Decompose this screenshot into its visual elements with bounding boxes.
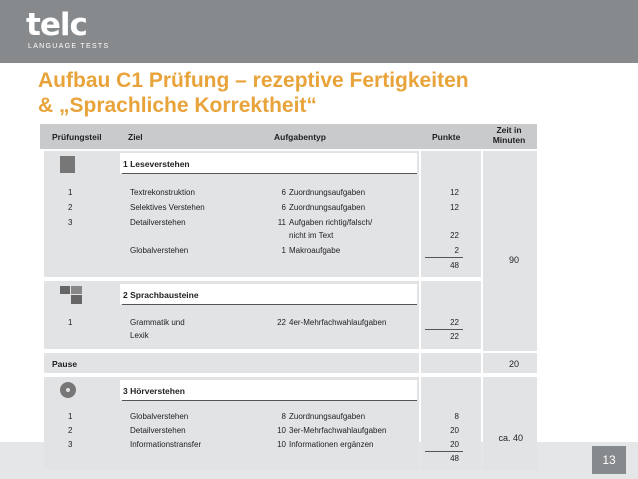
sprach-row-1-ziel-cont: Lexik bbox=[130, 331, 149, 340]
sum-line bbox=[425, 257, 463, 258]
lesen-row-4-punkte: 2 bbox=[454, 246, 459, 255]
telc-logo bbox=[26, 8, 109, 51]
hoeren-row-2-ziel: Detailverstehen bbox=[130, 426, 186, 435]
title-line-1: Aufbau C1 Prüfung – rezeptive Fertigkeiten bbox=[38, 69, 469, 92]
sprach-row-1-nr: 1 bbox=[68, 318, 73, 327]
lesen-row-3-punkte: 22 bbox=[450, 231, 459, 240]
lesen-label: 1 Leseverstehen bbox=[123, 159, 190, 169]
lesen-row-4-anzahl: 1 bbox=[281, 246, 286, 255]
zeit-lesen: 90 bbox=[508, 255, 519, 265]
divider bbox=[122, 304, 417, 305]
title-line-2: & „Sprachliche Korrektheit“ bbox=[38, 94, 317, 117]
header-pruefungsteil: Prüfungsteil bbox=[52, 132, 102, 142]
lesen-row-3-anzahl: 11 bbox=[277, 218, 286, 227]
lesen-row-1-typ: Zuordnungsaufgaben bbox=[289, 188, 366, 197]
exam-structure-table bbox=[40, 124, 537, 470]
lesen-row-4-ziel: Globalverstehen bbox=[130, 246, 189, 255]
lesen-row-3-typ: Aufgaben richtig/falsch/ bbox=[289, 218, 373, 227]
slide-title bbox=[38, 68, 469, 118]
hoeren-label: 3 Hörverstehen bbox=[123, 386, 185, 396]
lesen-row-1-anzahl: 6 bbox=[281, 188, 286, 197]
hoeren-row-3-ziel: Informationstransfer bbox=[130, 440, 202, 449]
lesen-row-2-punkte: 12 bbox=[450, 203, 459, 212]
lesen-punkte-box bbox=[421, 151, 481, 277]
sprach-row-1-typ: 4er-Mehrfachwahlaufgaben bbox=[289, 318, 387, 327]
lesen-row-3-nr: 3 bbox=[68, 218, 73, 227]
lesen-row-3-typ-cont: nicht im Text bbox=[289, 231, 334, 240]
lesen-row-1-punkte: 12 bbox=[450, 188, 459, 197]
hoeren-row-1-typ: Zuordnungsaufgaben bbox=[289, 412, 366, 421]
header-ziel: Ziel bbox=[128, 132, 143, 142]
cd-icon bbox=[60, 382, 76, 398]
hoeren-row-3-anzahl: 10 bbox=[277, 440, 286, 449]
sprach-row-1-ziel: Grammatik und bbox=[130, 318, 185, 327]
zeit-pause: 20 bbox=[508, 359, 519, 369]
hoeren-row-2-nr: 2 bbox=[68, 426, 73, 435]
sum-line bbox=[425, 329, 463, 330]
hoeren-total: 48 bbox=[450, 454, 459, 463]
header-zeit: Zeit in Minuten bbox=[492, 125, 526, 145]
lesen-row-2-typ: Zuordnungsaufgaben bbox=[289, 203, 366, 212]
zeit-box-lesen-sprach bbox=[483, 151, 537, 351]
pause-box bbox=[44, 353, 419, 373]
page-icon bbox=[60, 156, 75, 173]
hoeren-row-1-ziel: Globalverstehen bbox=[130, 412, 189, 421]
lesen-row-2-nr: 2 bbox=[68, 203, 73, 212]
divider bbox=[122, 173, 417, 174]
pause-punkte-box bbox=[421, 353, 481, 373]
hoeren-row-2-anzahl: 10 bbox=[277, 426, 286, 435]
hoeren-row-1-anzahl: 8 bbox=[281, 412, 286, 421]
lesen-row-4-typ: Makroaufgabe bbox=[289, 246, 341, 255]
lesen-row-2-anzahl: 6 bbox=[281, 203, 286, 212]
logo-wordmark: telc bbox=[26, 7, 87, 43]
sprach-label: 2 Sprachbausteine bbox=[123, 290, 199, 300]
pause-label: Pause bbox=[52, 359, 78, 369]
hoeren-row-2-punkte: 20 bbox=[450, 426, 459, 435]
sum-line bbox=[425, 451, 463, 452]
sprach-total: 22 bbox=[450, 332, 459, 341]
header-aufgabentyp: Aufgabentyp bbox=[274, 132, 326, 142]
lesen-row-1-ziel: Textrekonstruktion bbox=[130, 188, 195, 197]
logo-tagline: LANGUAGE TESTS bbox=[28, 43, 110, 50]
hoeren-row-3-punkte: 20 bbox=[450, 440, 459, 449]
lesen-total: 48 bbox=[450, 261, 459, 270]
hoeren-row-3-nr: 3 bbox=[68, 440, 73, 449]
hoeren-row-3-typ: Informationen ergänzen bbox=[289, 440, 374, 449]
hoeren-row-2-typ: 3er-Mehrfachwahlaufgaben bbox=[289, 426, 387, 435]
sprach-row-1-anzahl: 22 bbox=[277, 318, 286, 327]
page-number: 13 bbox=[592, 446, 626, 474]
lesen-row-3-ziel: Detailverstehen bbox=[130, 218, 186, 227]
lesen-row-2-ziel: Selektives Verstehen bbox=[130, 203, 205, 212]
lesen-row-1-nr: 1 bbox=[68, 188, 73, 197]
header-punkte: Punkte bbox=[432, 132, 461, 142]
zeit-hoeren: ca. 40 bbox=[498, 433, 523, 443]
zeit-box-hoeren bbox=[483, 377, 537, 470]
blocks-icon bbox=[60, 286, 82, 304]
hoeren-row-1-punkte: 8 bbox=[454, 412, 459, 421]
hoeren-row-1-nr: 1 bbox=[68, 412, 73, 421]
divider bbox=[122, 400, 417, 401]
sprach-row-1-punkte: 22 bbox=[450, 318, 459, 327]
